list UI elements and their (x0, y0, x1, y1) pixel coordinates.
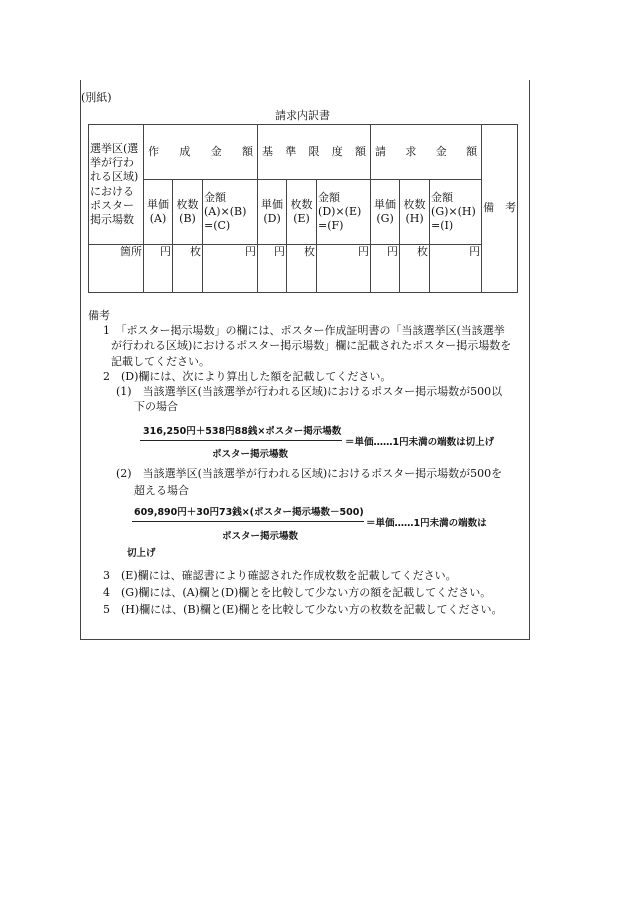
header-char: 請 (375, 144, 387, 158)
formula-2-result: ＝単価……1円未満の端数は (366, 518, 487, 529)
note-3: 3 (E)欄には、確認書により確認された作成枚数を記載してください。 (103, 569, 457, 582)
formula-2-result-cont: 切上げ (127, 548, 156, 559)
amount-i: 金額 (G)×(H) =(I) (430, 180, 482, 245)
claim-amount-group-header (371, 125, 482, 180)
formula-1-result: ＝単価……1円未満の端数は切上げ (345, 437, 495, 448)
formula-1-denominator: ポスター掲示場数 (212, 449, 289, 460)
formula-1-fraction-bar (140, 440, 342, 441)
notes-section (88, 308, 528, 414)
amount-f: 金額 (D)×(E) =(F) (317, 180, 371, 245)
attachment-label: (別紙) (81, 91, 112, 104)
note-1: 1 「ポスター掲示場数」の欄には、ポスター作成証明書の「当該選挙区(当該選挙 (103, 324, 505, 338)
sheets-unit-h: 枚 (400, 245, 430, 293)
unit-price-a: 単価 (A) (144, 180, 173, 245)
header-char: 基 (262, 144, 274, 158)
formula-2-fraction-bar (132, 521, 364, 522)
header-char: 成 (179, 144, 191, 158)
note-2-1-cont: 下の場合 (134, 400, 178, 414)
note-2: 2 (D)欄には、次により算出した額を記載してください。 (103, 369, 392, 383)
yen-unit-d: 円 (258, 245, 287, 293)
sheets-unit-e: 枚 (287, 245, 317, 293)
yen-unit-g: 円 (371, 245, 400, 293)
header-char: 限 (308, 144, 320, 158)
formula-2-numerator: 609,890円＋30円73銭×(ポスター掲示場数－500) (134, 507, 364, 518)
note-1-cont2: 記載してください。 (111, 354, 210, 368)
count-e: 枚数 (E) (287, 180, 317, 245)
remarks-header: 備 考 (482, 125, 518, 293)
standard-limit-group-header (258, 125, 371, 180)
creation-amount-group-header (144, 125, 258, 180)
note-5: 5 (H)欄には、(B)欄と(E)欄とを比較して少ない方の枚数を記載してください。 (103, 603, 503, 616)
header-char: 準 (285, 144, 297, 158)
claim-breakdown-table (88, 124, 518, 293)
document-title: 請求内訳書 (275, 109, 330, 122)
count-h: 枚数 (H) (400, 180, 430, 245)
formula-2-denominator: ポスター掲示場数 (222, 531, 299, 542)
note-4: 4 (G)欄には、(A)欄と(D)欄とを比較して少ない方の額を記載してください。 (103, 586, 492, 599)
header-char: 作 (148, 144, 159, 158)
notes-heading: 備考 (88, 309, 110, 322)
yen-unit-i: 円 (430, 245, 482, 293)
note-1-cont: が行われる区域)におけるポスター掲示場数」欄に記載されたポスター掲示場数を (111, 339, 512, 353)
unit-price-d: 単価 (D) (258, 180, 287, 245)
places-unit: 箇所 (89, 245, 144, 293)
note-2-2: (2) 当該選挙区(当該選挙が行われる区域)におけるポスター掲示場数が500を (116, 467, 503, 480)
yen-unit-f: 円 (317, 245, 371, 293)
count-b: 枚数 (B) (173, 180, 203, 245)
yen-unit-c: 円 (203, 245, 258, 293)
formula-1-numerator: 316,250円＋538円88銭×ポスター掲示場数 (143, 426, 342, 437)
header-char: 額 (466, 144, 478, 158)
header-char: 求 (405, 144, 417, 158)
header-char: 額 (242, 144, 254, 158)
header-char: 額 (355, 144, 367, 158)
amount-c: 金額 (A)×(B) =(C) (203, 180, 258, 245)
header-char: 金 (210, 144, 222, 158)
unit-price-g: 単価 (G) (371, 180, 400, 245)
header-char: 金 (435, 144, 447, 158)
sheets-unit-b: 枚 (173, 245, 203, 293)
note-2-1: (1) 当該選挙区(当該選挙が行われる区域)におけるポスター掲示場数が500以 (116, 385, 503, 399)
district-poster-count-header: 選挙区(選挙が行われる区域)におけるポスター掲示場数 (89, 125, 144, 245)
header-char: 度 (331, 144, 343, 158)
yen-unit-a: 円 (144, 245, 173, 293)
note-2-2-cont: 超える場合 (134, 484, 189, 497)
